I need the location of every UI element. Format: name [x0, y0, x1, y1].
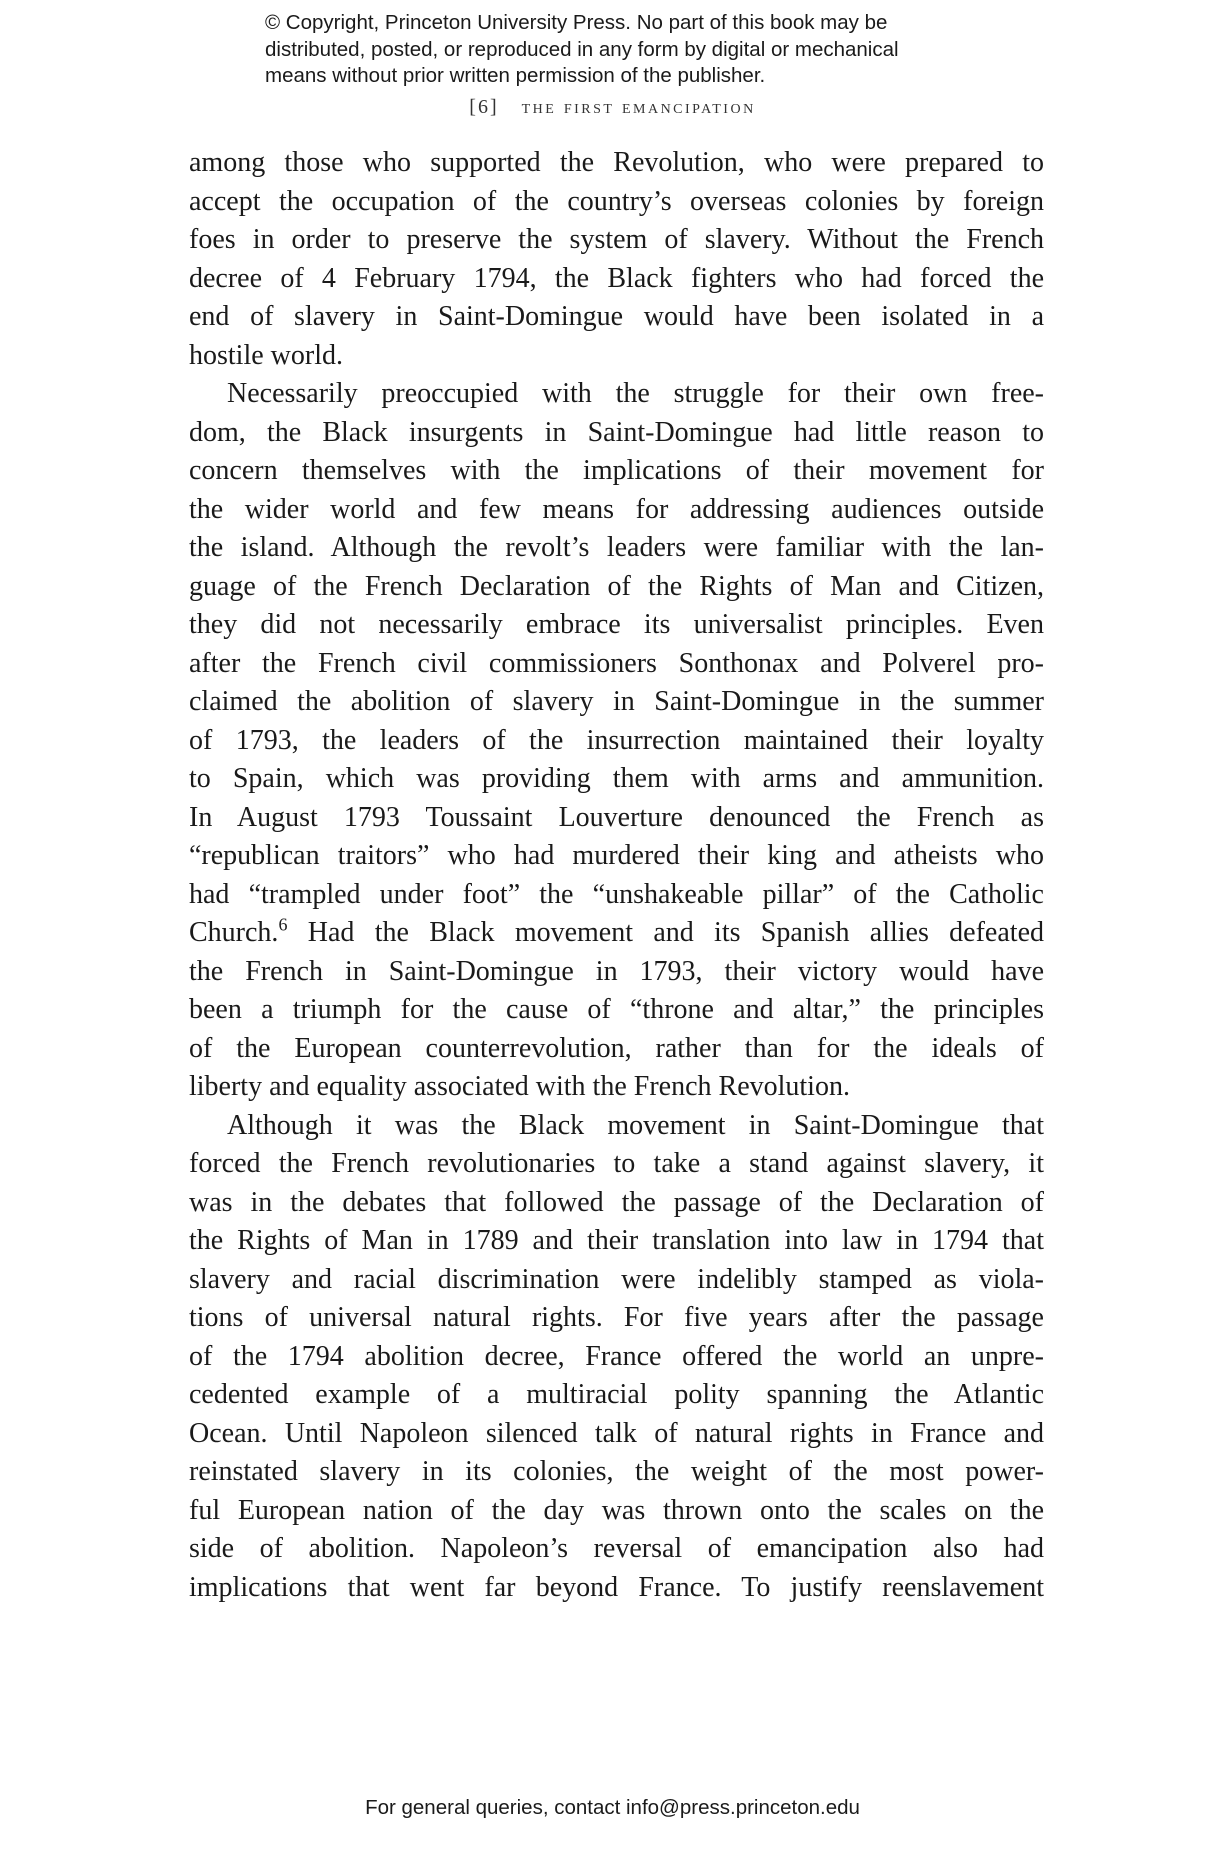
text-line: they did not necessarily embrace its universalist principles. Even	[189, 609, 1044, 640]
text-line: reinstated slavery in its colonies, the weight of the most power-	[189, 1456, 1044, 1487]
text-line: concern themselves with the implications of their movement for	[189, 455, 1044, 486]
paragraph	[189, 375, 1044, 1107]
chapter-title: the first emancipation	[521, 96, 756, 118]
footer-contact: For general queries, contact info@press.princeton.edu	[365, 1796, 860, 1819]
text-line: side of abolition. Napoleon’s reversal of emancipation also had	[189, 1533, 1044, 1564]
text-line: implications that went far beyond France. To justify reenslavement	[189, 1571, 1044, 1603]
text-line: guage of the French Declaration of the Rights of Man and Citizen,	[189, 570, 1044, 602]
text-line: tions of universal natural rights. For five years after the passage	[189, 1302, 1044, 1333]
text-line: ful European nation of the day was thrown onto the scales on the	[189, 1494, 1044, 1526]
text-line: of the 1794 abolition decree, France offered the world an unpre-	[189, 1340, 1044, 1372]
text-line: end of slavery in Saint-Domingue would have been isolated in a	[189, 301, 1044, 332]
text-line: had “trampled under foot” the “unshakeable pillar” of the Catholic	[189, 878, 1044, 910]
paragraph	[189, 144, 1044, 375]
text-line: slavery and racial discrimination were indelibly stamped as viola-	[189, 1263, 1044, 1295]
text-line: In August 1793 Toussaint Louverture denounced the French as	[189, 801, 1044, 833]
copyright-notice	[265, 10, 985, 90]
text-line: foes in order to preserve the system of slavery. Without the French	[189, 224, 1044, 255]
text-line: decree of 4 February 1794, the Black fighters who had forced the	[189, 262, 1044, 294]
text-line: the island. Although the revolt’s leaders were familiar with the lan-	[189, 532, 1044, 563]
footnote-line-suffix: Had the Black movement and its Spanish allies defeated	[287, 917, 1044, 948]
body-text	[189, 144, 1044, 1607]
text-line: dom, the Black insurgents in Saint-Domingue had little reason to	[189, 416, 1044, 448]
text-line: “republican traitors” who had murdered their king and atheists who	[189, 840, 1044, 871]
text-line: Ocean. Until Napoleon silenced talk of natural rights in France and	[189, 1417, 1044, 1449]
copyright-line: means without prior written permission of the publisher.	[265, 64, 766, 87]
text-line: cedented example of a multiracial polity spanning the Atlantic	[189, 1379, 1044, 1410]
text-line: after the French civil commissioners Sonthonax and Polverel pro-	[189, 647, 1044, 679]
text-line: forced the French revolutionaries to take a stand against slavery, it	[189, 1148, 1044, 1179]
copyright-line: distributed, posted, or reproduced in any form by digital or mechanical	[265, 37, 899, 61]
text-line: the wider world and few means for addressing audiences outside	[189, 493, 1044, 525]
running-head	[0, 94, 1225, 120]
text-line: of the European counterrevolution, rather than for the ideals of	[189, 1032, 1044, 1064]
page-number: [6]	[469, 96, 499, 118]
text-line-with-footnote	[189, 914, 1044, 953]
text-line: accept the occupation of the country’s overseas colonies by foreign	[189, 185, 1044, 217]
copyright-line: © Copyright, Princeton University Press. No part of this book may be	[265, 11, 888, 34]
text-line: was in the debates that followed the passage of the Declaration of	[189, 1186, 1044, 1218]
text-line: been a triumph for the cause of “throne and altar,” the principles	[189, 994, 1044, 1025]
text-line: hostile world.	[189, 339, 343, 371]
paragraph	[189, 1107, 1044, 1608]
text-line: to Spain, which was providing them with arms and ammunition.	[189, 763, 1044, 794]
footnote-line-prefix: Church.	[189, 917, 279, 948]
text-line: the French in Saint-Domingue in 1793, their victory would have	[189, 955, 1044, 987]
text-line: liberty and equality associated with the French Revolution.	[189, 1071, 850, 1102]
footnote-reference[interactable]: 6	[278, 914, 288, 935]
text-line: Necessarily preoccupied with the struggle for their own free-	[227, 378, 1044, 409]
text-line: Although it was the Black movement in Saint-Domingue that	[227, 1109, 1044, 1141]
text-line: claimed the abolition of slavery in Saint-Domingue in the summer	[189, 686, 1044, 717]
text-line: among those who supported the Revolution, who were prepared to	[189, 147, 1044, 178]
text-line: of 1793, the leaders of the insurrection maintained their loyalty	[189, 724, 1044, 756]
text-line: the Rights of Man in 1789 and their translation into law in 1794 that	[189, 1225, 1044, 1256]
